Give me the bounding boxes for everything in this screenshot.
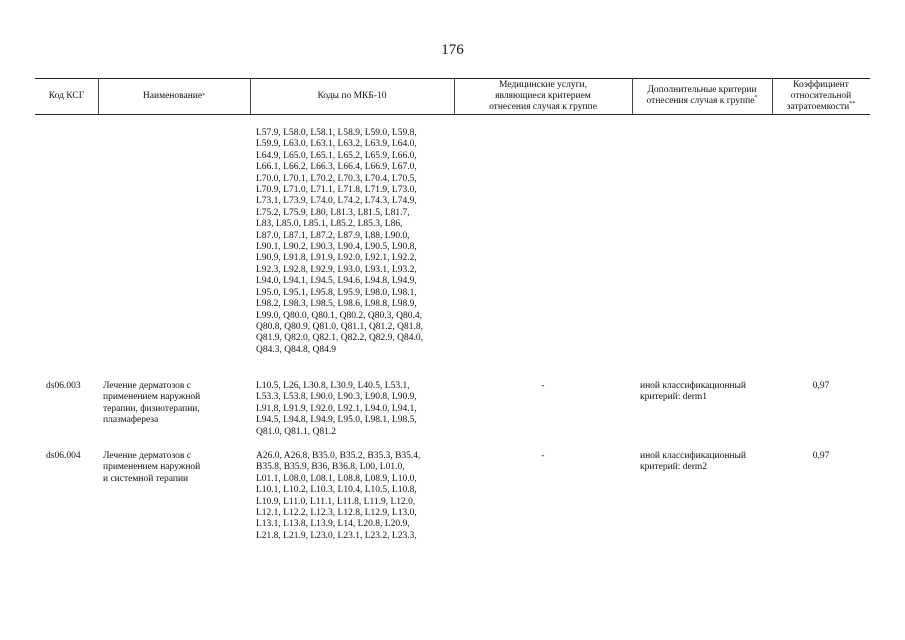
row-ds06-003-services: - [541,381,545,391]
header-coef: Коэффициент относительной затратоемкости** [786,79,856,112]
table-header-bottom-border [35,114,870,115]
row-ds06-003-criteria: иной классификационный критерий: derm1 [640,381,746,403]
header-criteria: Дополнительные критерии отнесения случая к группе* [646,85,758,106]
row-ds06-004-criteria: иной классификационный критерий: derm2 [640,451,746,473]
header-mkb: Коды по МКБ-10 [317,90,387,101]
row-ds06-004-name: Лечение дерматозов с применением наружной и системной терапии [103,451,201,484]
header-name: Наименование * [142,90,206,101]
row-ds06-004-code: ds06.004 [46,451,81,461]
page-number: 176 [441,42,464,58]
row-ds06-004-coef: 0,97 [812,451,830,461]
row-ds06-004-services: - [541,451,545,461]
row-ds06-004-mkb-codes: A26.0, A26.8, B35.0, B35.2, B35.3, B35.4, B35.8, B35.9, B36, B36.8, L00, L01.0, L01.1, L08.0, L08.1, L08.8, L08.9, L10.0, L10.1, L10.2, L10.3, L10.4, L10.5, L10.8, L10.9, L11.0, L11.1, L11.8, L11.9, L12.0, L12.1, L12.2, L12.3, L12.8, L12.9, L13.0, L13.1, L13.8, L13.9, L14, L20.8, L20.9, L21.8, L21.9, L23.0, L23.1, L23.2, L23.3, [256,451,421,541]
row-ds06-003-coef: 0,97 [812,381,830,391]
continuation-mkb-codes: L57.9, L58.0, L58.1, L58.9, L59.0, L59.8, L59.9, L63.0, L63.1, L63.2, L63.9, L64.0, L64.9, L65.0, L65.1, L65.2, L65.9, L66.0, L66.1, L66.2, L66.3, L66.4, L66.9, L67.0, L70.0, L70.1, L70.2, L70.3, L70.4, L70.5, L70.9, L71.0, L71.1, L71.8, L71.9, L73.0, L73.1, L73.9, L74.0, L74.2, L74.3, L74.9, L75.2, L75.9, L80, L81.3, L81.5, L81.7, L83, L85.0, L85.1, L85.2, L85.3, L86, L87.0, L87.1, L87.2, L87.9, L88, L90.0, L90.1, L90.2, L90.3, L90.4, L90.5, L90.8, L90.9, L91.8, L91.9, L92.0, L92.1, L92.2, L92.3, L92.8, L92.9, L93.0, L93.1, L93.2, L94.0, L94.1, L94.5, L94.6, L94.8, L94.9, L95.0, L95.1, L95.8, L95.9, L98.0, L98.1, L98.2, L98.3, L98.5, L98.6, L98.8, L98.9, L99.0, Q80.0, Q80.1, Q80.2, Q80.3, Q80.4, Q80.8, Q80.9, Q81.0, Q81.1, Q81.2, Q81.8, Q81.9, Q82.0, Q82.1, Q82.2, Q82.9, Q84.0, Q84.3, Q84.8, Q84.9 [256,128,424,355]
row-ds06-003-code: ds06.003 [46,381,81,391]
row-ds06-003-name: Лечение дерматозов с применением наружной терапии, физиотерапии, плазмафереза [103,381,201,426]
row-ds06-003-mkb-codes: L10.5, L26, L30.8, L30.9, L40.5, L53.1, L53.3, L53.8, L90.0, L90.3, L90.8, L90.9, L91.8, L91.9, L92.0, L92.1, L94.0, L94.1, L94.5, L94.8, L94.9, L95.0, L98.1, L98.5, Q81.0, Q81.1, Q81.2 [256,381,417,437]
header-code: Код КСГ [48,90,85,101]
header-services: Медицинские услуги, являющиеся критерием отнесения случая к группе [489,79,597,112]
